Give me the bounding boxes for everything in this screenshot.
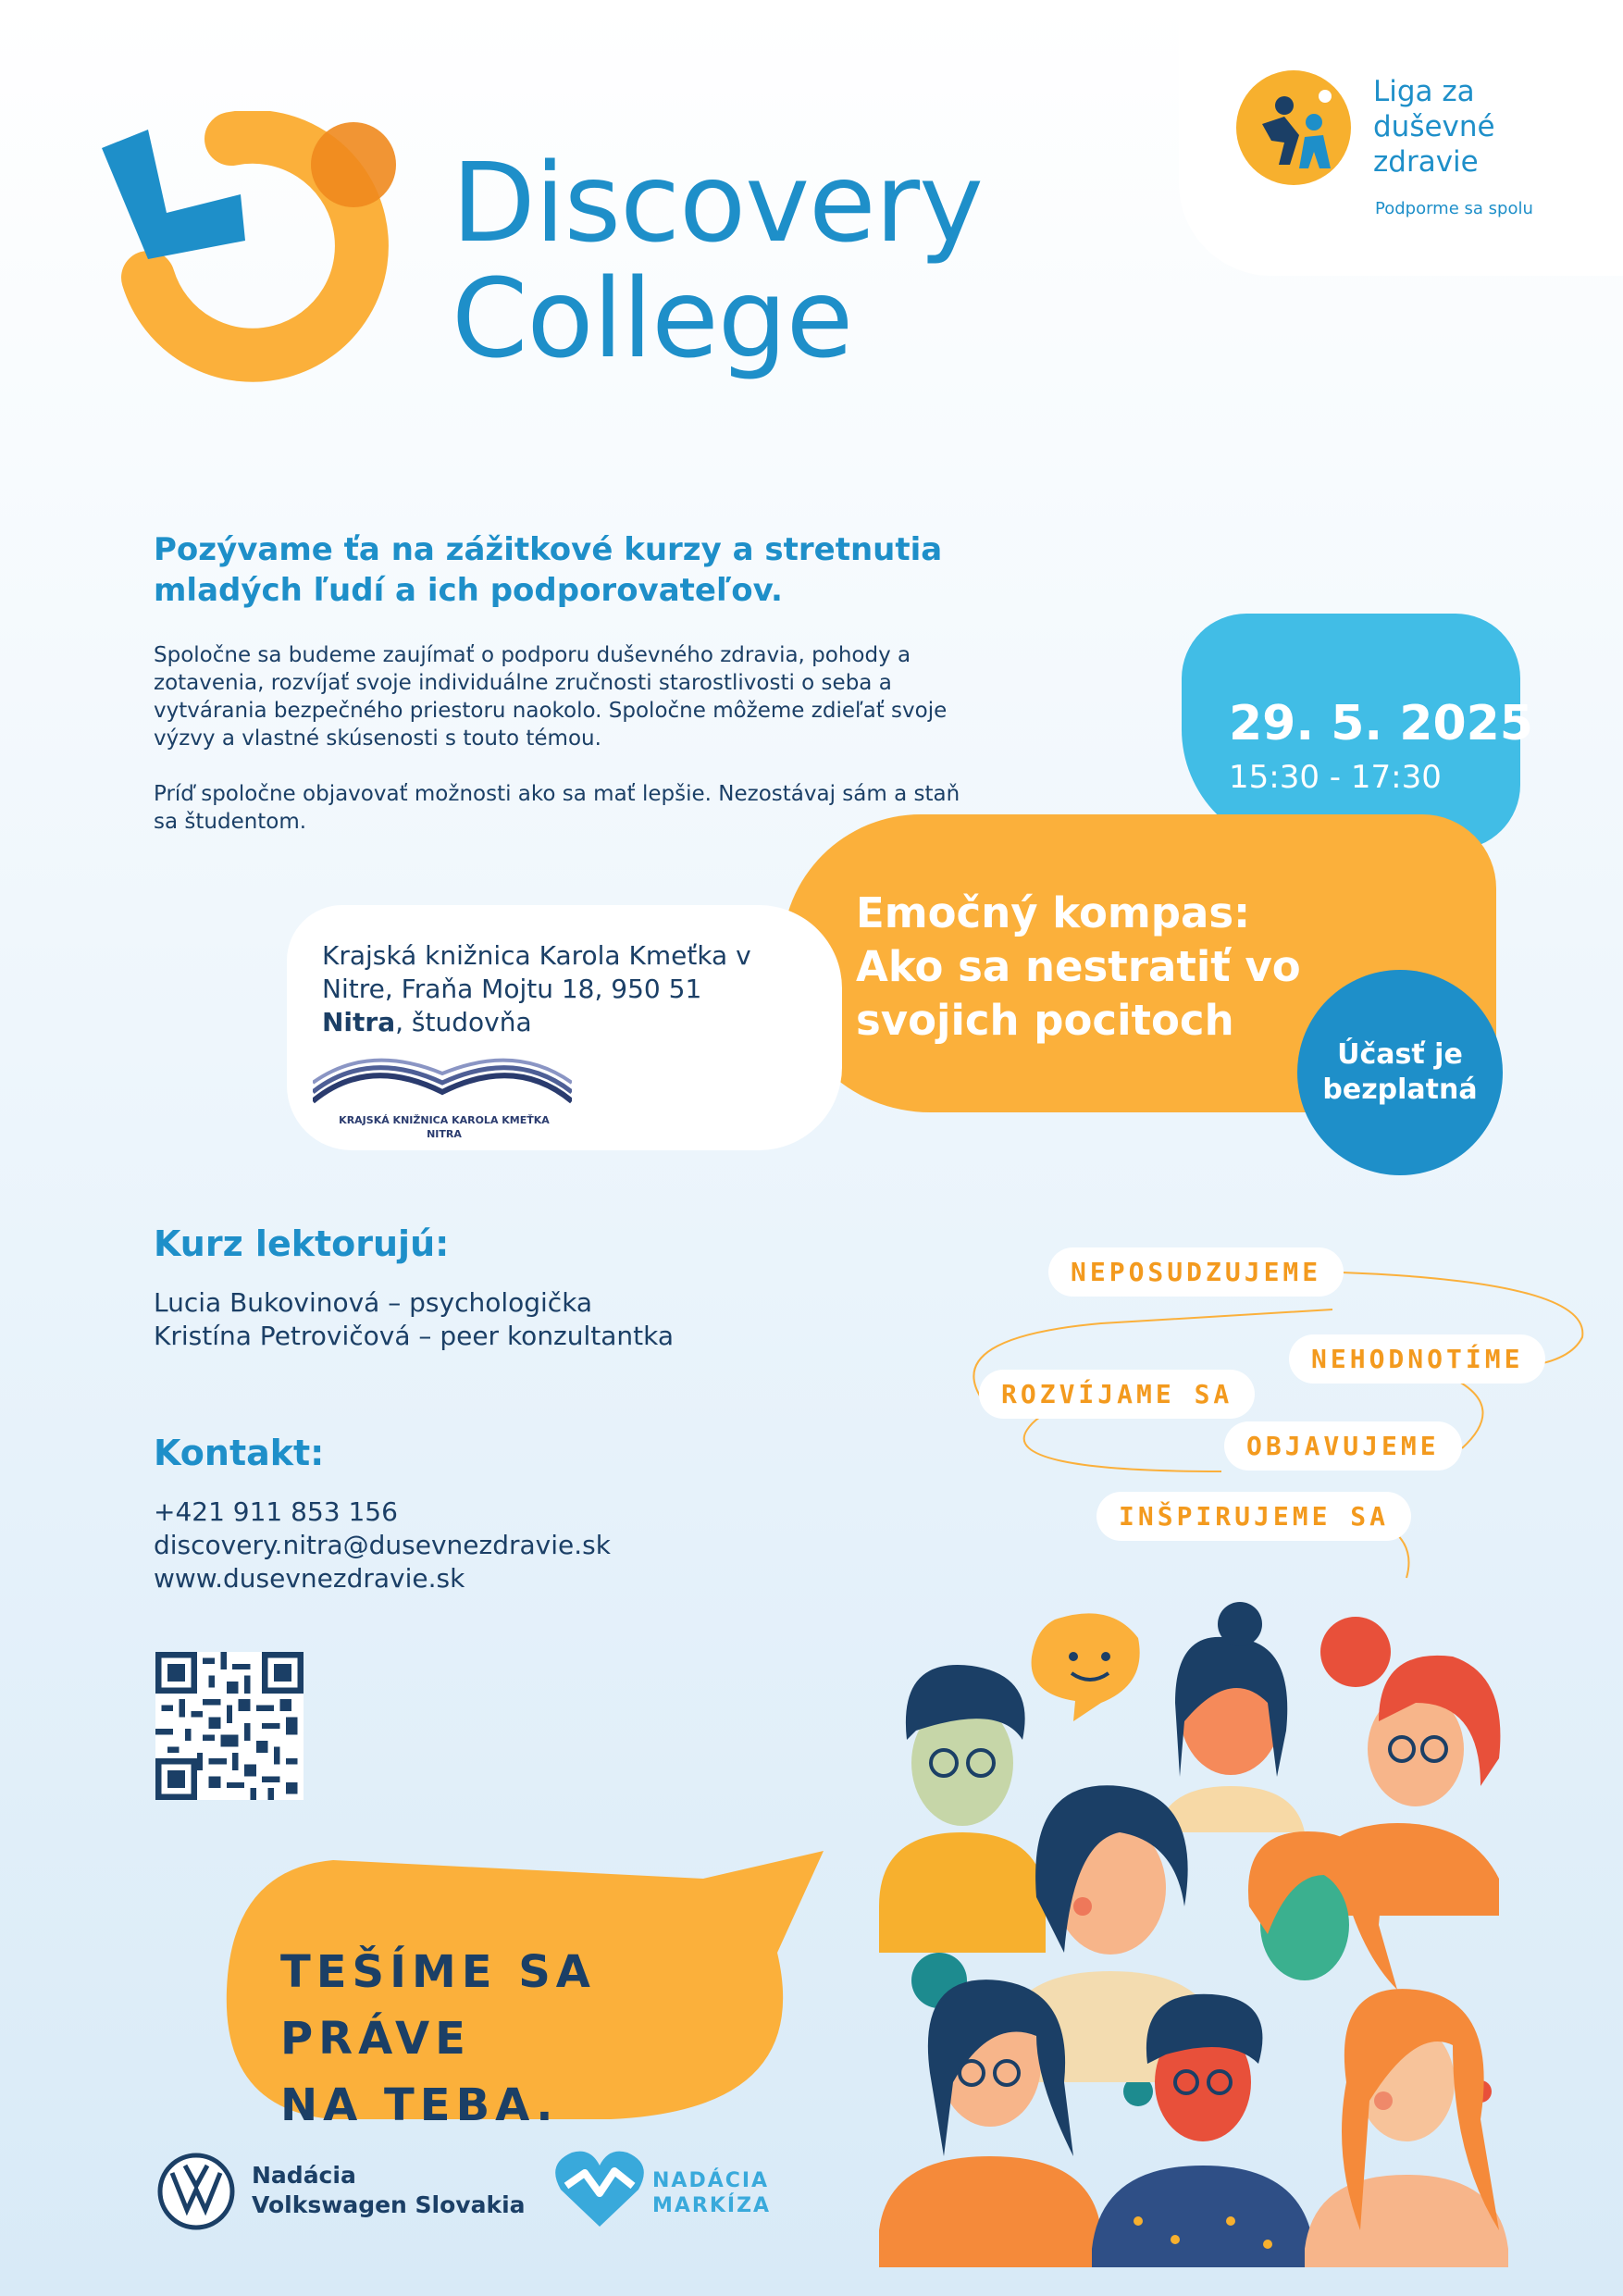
contact-phone[interactable]: +421 911 853 156 xyxy=(154,1496,398,1527)
lecturer-item: Lucia Bukovinová – psychologička xyxy=(154,1287,593,1318)
sponsor-markiza-name: NADÁCIA MARKÍZA xyxy=(652,2169,772,2217)
event-title: Emočný kompas: Ako sa nestratiť vo svojich pocitoch xyxy=(856,888,1301,1045)
lecturer-item: Kristína Petrovičová – peer konzultantka xyxy=(154,1321,675,1351)
contact-heading: Kontakt: xyxy=(154,1433,325,1473)
qr-code-icon[interactable] xyxy=(155,1652,304,1800)
partner-logo-tagline: Podporme sa spolu xyxy=(1375,199,1533,218)
partner-logo-name: Liga za duševné zdravie xyxy=(1373,75,1495,179)
library-logo-icon xyxy=(313,1050,572,1111)
library-logo-text: KRAJSKÁ KNIŽNICA KAROLA KMEŤKA NITRA xyxy=(339,1114,550,1140)
markiza-heart-icon xyxy=(553,2145,646,2228)
event-time: 15:30 - 17:30 xyxy=(1229,759,1442,796)
contact-email-link[interactable]: discovery.nitra@dusevnezdravie.sk xyxy=(154,1530,611,1560)
contact-list xyxy=(154,1496,611,1595)
lecturers-heading: Kurz lektorujú: xyxy=(154,1223,450,1264)
volkswagen-logo-icon xyxy=(157,2153,235,2230)
event-date: 29. 5. 2025 xyxy=(1229,696,1533,751)
liga-logo-icon xyxy=(1234,68,1353,187)
closing-message: TEŠÍME SA PRÁVE NA TEBA. xyxy=(280,1946,596,2131)
contact-web-link[interactable]: www.dusevnezdravie.sk xyxy=(154,1563,465,1594)
intro-paragraph-2: Príď spoločne objavovať možnosti ako sa mať lepšie. Nezostávaj sám a staň sa študentom. xyxy=(154,782,960,834)
value-tag: INŠPIRUJEME SA xyxy=(1096,1492,1411,1541)
free-entry-text: Účasť je bezplatná xyxy=(1322,1038,1478,1106)
value-tag: OBJAVUJEME xyxy=(1224,1421,1462,1471)
people-illustration xyxy=(861,1601,1545,2267)
discovery-college-logo-icon xyxy=(93,111,407,398)
value-tag: NEHODNOTÍME xyxy=(1289,1334,1545,1384)
value-tag: ROZVÍJAME SA xyxy=(979,1370,1255,1419)
page-title-line2: College xyxy=(452,254,853,382)
venue-address: Krajská knižnica Karola Kmeťka v Nitre, Fraňa Mojtu 18, 950 51 Nitra, študovňa xyxy=(322,940,751,1037)
sponsor-vw-name: Nadácia Volkswagen Slovakia xyxy=(252,2162,526,2218)
free-entry-badge xyxy=(1297,970,1503,1175)
value-tag: NEPOSUDZUJEME xyxy=(1048,1247,1344,1297)
intro-heading: Pozývame ťa na zážitkové kurzy a stretnutia mladých ľudí a ich podporovateľov. xyxy=(154,531,943,609)
page-title-line1: Discovery xyxy=(452,139,983,267)
intro-paragraph-1: Spoločne sa budeme zaujímať o podporu duševného zdravia, pohody a zotavenia, rozvíjať svoje individuálne zručnosti starostlivosti o seba a vytvárania bezpečného priestoru naokolo. Spoločne môžeme zdieľať svoje výzvy a vlastné skúsenosti s touto témou. xyxy=(154,643,948,751)
lecturers-list xyxy=(154,1286,674,1353)
